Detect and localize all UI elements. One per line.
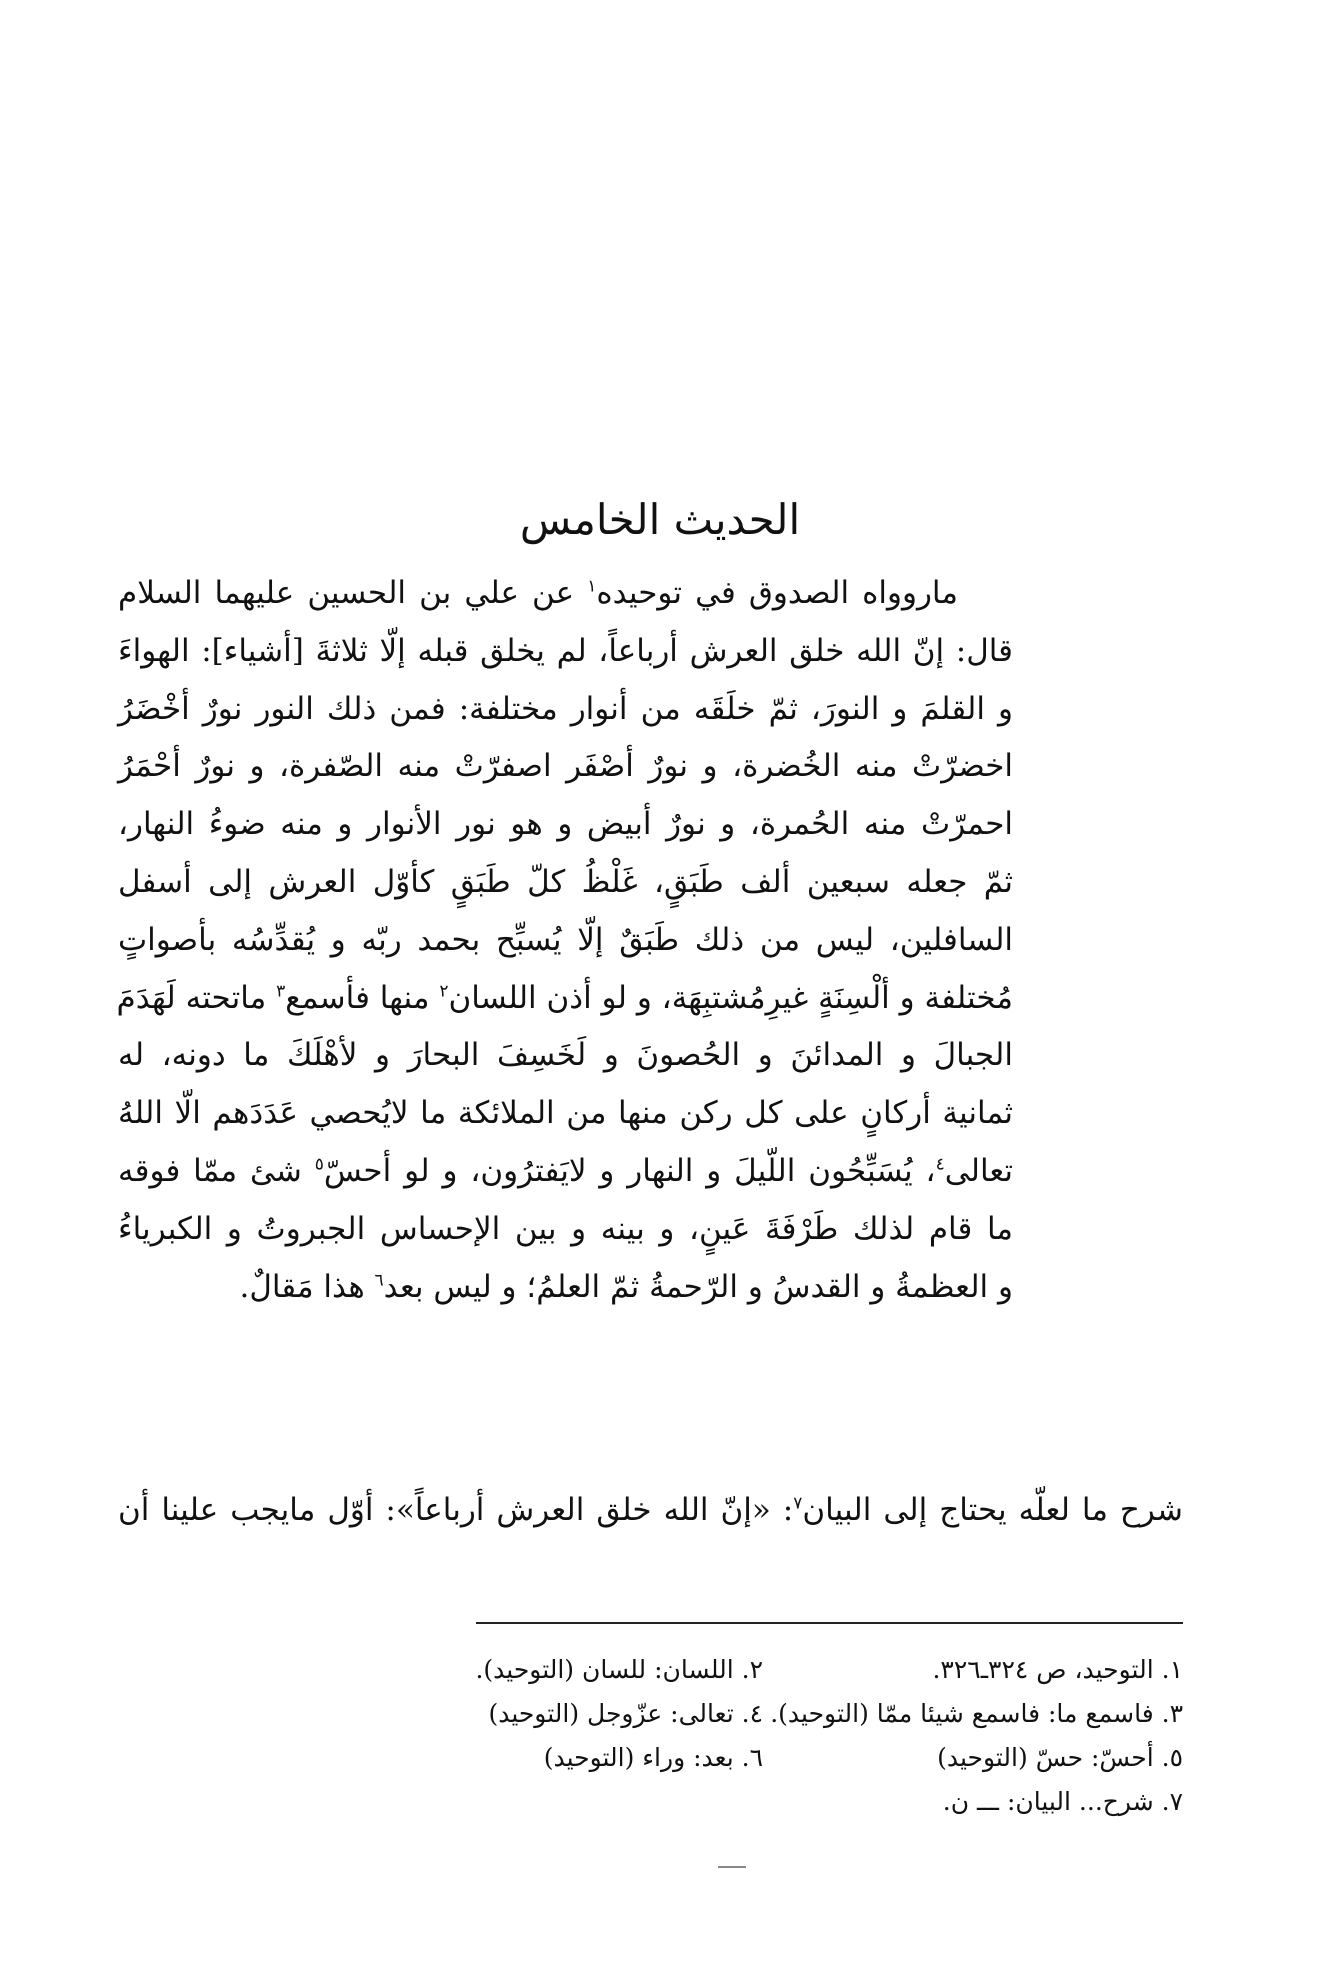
footnote-ref: ٤ [935,1154,945,1175]
hadith-line: الجبالَ و المدائنَ و الحُصونَ و لَخَسِفَ البحارَ و لأهْلَكَ ما دونه، له [118,1037,1013,1074]
hadith-text [118,565,1013,1316]
hadith-line: و العظمةُ و القدسُ و الرّحمةُ ثمّ العلمُ؛ و ليس بعد$^٦$ هذا مَقالٌ. [239,1268,1013,1305]
footnote: ٢. اللسان: للسان (التوحيد). [475,1655,763,1684]
hadith-line: قال: إنّ الله خلق العرش أرباعاً، لم يخلق قبله إلّا ثلاثةَ [أشياء]: الهواءَ [118,632,1013,669]
footnote-ref: ٥ [314,1154,324,1175]
footnote-ref: ٦ [374,1270,384,1291]
footnote-divider [476,1622,1183,1624]
commentary-line: شرح ما لعلّه يحتاج إلى البيان$^٧$: «إنّ الله خلق العرش أرباعاً»: أوّل مايجب علينا أن [118,1492,1183,1528]
hadith-line: ماروواه الصدوق في توحيده$^١$ عن علي بن الحسين عليهما السلام [118,575,958,611]
footnote-ref: ٣ [276,981,286,1002]
hadith-line: مُختلفة و ألْسِنَةٍ غيرِمُشتبِهَة، و لو أذن اللسان$^٢$ منها فأسمع$^٣$ ماتحته لَهَدَمَ [116,979,1013,1016]
hadith-line: احمرّتْ منه الحُمرة، و نورٌ أبيض و هو نور الأنوار و منه ضوءُ النهار، [118,806,1013,843]
footnote: ٤. تعالى: عزّوجل (التوحيد) [488,1699,763,1728]
footnote: ١. التوحيد، ص ٣٢٤ـ٣٢٦. [932,1655,1183,1684]
footnote-row [340,1692,1183,1736]
footnote-ref: ١ [587,576,597,597]
hadith-line: تعالى$^٤$، يُسَبِّحُون اللّيلَ و النهار و لايَفترُون، و لو أحسّ$^٥$ شئ ممّا فوقه [118,1152,1014,1189]
footnotes [340,1648,1183,1824]
hadith-line: السافلين، ليس من ذلك طَبَقٌ إلّا يُسبِّح بحمد ربّه و يُقدِّسُه بأصواتٍ [118,921,1013,958]
hadith-line: ما قام لذلك طَرْفَةَ عَينٍ، و بينه و بين الإحساس الجبروتُ و الكبرياءُ [118,1210,1013,1247]
footnote-ref: ٢ [439,981,449,1002]
hadith-line: اخضرّتْ منه الخُضرة، و نورٌ أصْفَر اصفرّتْ منه الصّفرة، و نورٌ أحْمَرُ [118,748,1013,785]
hadith-line: و القلمَ و النورَ، ثمّ خلَقَه من أنوار مختلفة: فمن ذلك النور نورٌ أخْضَرُ [118,690,1013,727]
footnote: ٥. أحسّ: حسّ (التوحيد) [937,1743,1183,1772]
hadith-line: ثمّ جعله سبعين ألف طَبَقٍ، غَلْظُ كلّ طَبَقٍ كأوّل العرش إلى أسفل [118,863,1013,900]
footnote-ref: ٧ [793,1493,803,1514]
footnote: ٦. بعد: وراء (التوحيد) [543,1743,763,1772]
footnote-row [340,1648,1183,1692]
footnote-row [340,1780,1183,1824]
hadith-line: ثمانية أركانٍ على كل ركن منها من الملائكة ما لايُحصي عَدَدَهم الّا اللهُ [118,1095,1013,1132]
footnote-row [340,1736,1183,1780]
hadith-title: الحديث الخامس [519,495,801,544]
page-mark [718,1866,746,1868]
footnote: ٣. فاسمع ما: فاسمع شيئا ممّا (التوحيد). [770,1699,1183,1728]
footnote: ٧. شرح... البيان: ـــ ن. [942,1787,1183,1816]
